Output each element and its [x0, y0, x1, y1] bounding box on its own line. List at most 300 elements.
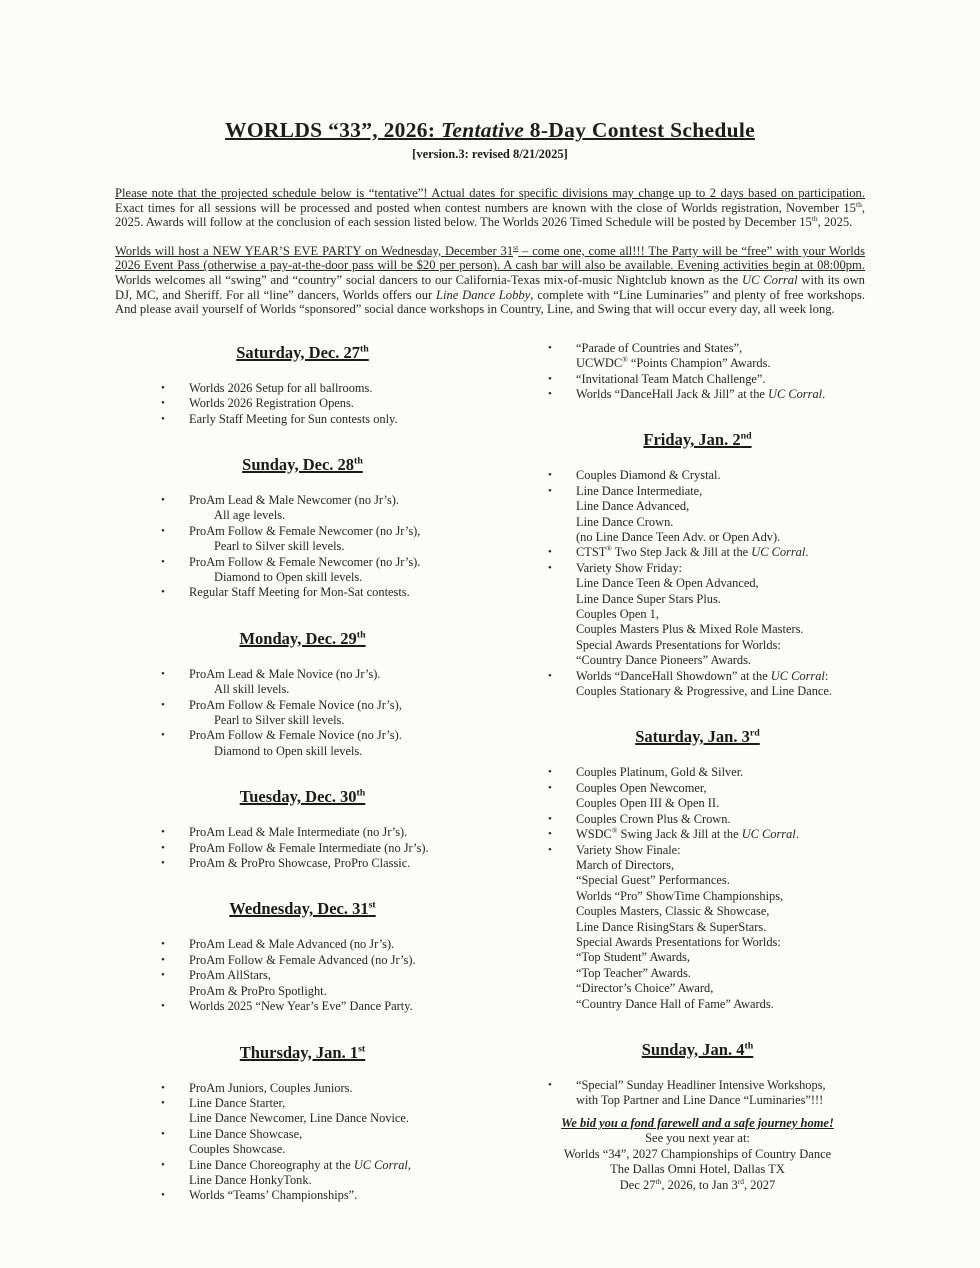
- text-run: .: [805, 545, 809, 560]
- text-run: Please note that the projected schedule below is “tentative”! Actual dates for specific divisions may change up to 2 days based on participation.: [115, 186, 865, 200]
- text-run: UC Corral: [751, 545, 806, 560]
- text-run: UC Corral: [353, 1157, 408, 1172]
- schedule-item: [115, 841, 490, 856]
- day-section: [530, 727, 865, 1012]
- bullet-icon: •: [161, 555, 165, 568]
- farewell-line: We bid you a fond farewell and a safe journey home!: [561, 1115, 834, 1130]
- item-line: [576, 1078, 865, 1093]
- schedule-item: [530, 372, 865, 387]
- text-run: Sunday, Jan. 4: [641, 1039, 745, 1059]
- schedule-item: [530, 341, 865, 372]
- item-lines: [189, 841, 490, 856]
- item-line: [189, 1081, 490, 1096]
- item-line: [189, 1158, 490, 1173]
- item-lines: [189, 1188, 490, 1203]
- item-line: [576, 545, 865, 560]
- text-run: Couples Open Newcomer,: [576, 780, 707, 795]
- text-run: Line Dance Super Stars Plus.: [576, 591, 721, 606]
- text-run: th: [655, 1176, 662, 1186]
- item-line: [576, 576, 865, 591]
- item-line: [576, 812, 865, 827]
- bullet-icon: •: [161, 381, 165, 394]
- text-run: – come one, come all!!! The Party will be “free” with your Worlds 2026 Event Pass (otherwise a pay-at-the-door pass will be $20 per person). A cash bar will also be available. Evening activities begin at 08:00pm.: [115, 243, 866, 273]
- item-line: [576, 387, 865, 402]
- item-line: [576, 935, 865, 950]
- text-run: “Points Champion” Awards.: [627, 356, 771, 371]
- item-line: [576, 765, 865, 780]
- item-line: [189, 493, 490, 508]
- item-line: [189, 585, 490, 600]
- item-lines: [576, 341, 865, 372]
- day-heading: [530, 1040, 865, 1060]
- schedule-columns: [115, 341, 865, 1204]
- text-run: Worlds 2025 “New Year’s Eve” Dance Party.: [189, 999, 413, 1014]
- text-run: UC Corral: [768, 386, 823, 401]
- text-run: All age levels.: [214, 508, 286, 523]
- item-lines: [189, 381, 490, 396]
- text-run: “Top Student” Awards,: [576, 950, 690, 965]
- item-line: [576, 873, 865, 888]
- text-run: Wednesday, Dec. 31: [229, 899, 369, 919]
- text-run: Couples Stationary & Progressive, and Line Dance.: [576, 684, 833, 699]
- text-run: with its own DJ, MC, and Sheriff. For all “line” dancers, Worlds offers our: [115, 272, 865, 302]
- text-run: Pearl to Silver skill levels.: [214, 713, 345, 728]
- bullet-icon: •: [161, 524, 165, 537]
- item-line: [530, 1178, 865, 1194]
- schedule-item: [115, 728, 490, 759]
- day-heading: [115, 787, 490, 807]
- item-line: [189, 1173, 490, 1188]
- item-lines: [576, 468, 865, 483]
- schedule-item: [115, 999, 490, 1014]
- bullet-icon: •: [548, 372, 552, 385]
- bullet-icon: •: [548, 561, 552, 574]
- text-run: ,: [407, 1157, 411, 1172]
- item-line: [189, 508, 490, 523]
- text-run: “Special Guest” Performances.: [576, 873, 730, 888]
- schedule-item: [530, 812, 865, 827]
- text-run: ProAm Follow & Female Newcomer (no Jr’s),: [189, 523, 421, 538]
- text-run: Friday, Jan. 2: [643, 430, 741, 450]
- intro-paragraph-2: [115, 244, 865, 317]
- text-run: Tentative: [440, 118, 525, 142]
- text-run: Saturday, Jan. 3: [635, 727, 750, 747]
- item-line: [576, 1093, 865, 1108]
- day-section: [115, 1043, 490, 1204]
- day-section: [115, 787, 490, 871]
- text-run: st: [368, 899, 376, 911]
- text-run: ProAm Follow & Female Novice (no Jr’s),: [189, 697, 402, 712]
- item-lines: [189, 953, 490, 968]
- text-run: March of Directors,: [576, 857, 675, 872]
- bullet-icon: •: [161, 938, 165, 951]
- day-heading: [530, 727, 865, 747]
- bullet-icon: •: [161, 397, 165, 410]
- item-lines: [576, 372, 865, 387]
- item-lines: [189, 856, 490, 871]
- text-run: th: [744, 1040, 754, 1052]
- item-lines: [576, 781, 865, 812]
- item-line: [576, 530, 865, 545]
- item-line: [576, 592, 865, 607]
- item-lines: [189, 1158, 490, 1189]
- item-line: [576, 966, 865, 981]
- day-section: [115, 629, 490, 759]
- schedule-item: [115, 1081, 490, 1096]
- bullet-icon: •: [161, 586, 165, 599]
- text-run: ProAm Lead & Male Intermediate (no Jr’s).: [189, 825, 408, 840]
- bullet-icon: •: [161, 667, 165, 680]
- text-run: , 2025.: [817, 215, 853, 230]
- item-line: [576, 796, 865, 811]
- day-heading: [115, 899, 490, 919]
- text-run: Worlds 2026 Setup for all ballrooms.: [189, 380, 373, 395]
- text-run: See you next year at:: [645, 1131, 750, 1146]
- item-line: [189, 856, 490, 871]
- text-run: Couples Platinum, Gold & Silver.: [576, 765, 744, 780]
- item-line: [576, 920, 865, 935]
- item-line: [189, 682, 490, 697]
- item-line: [576, 781, 865, 796]
- day-section: [530, 430, 865, 699]
- item-line: [576, 684, 865, 699]
- text-run: 8-Day Contest Schedule: [524, 118, 755, 142]
- text-run: th: [855, 199, 862, 209]
- item-line: [189, 825, 490, 840]
- text-run: UC Corral: [741, 272, 798, 287]
- item-line: [576, 607, 865, 622]
- text-run: Worlds welcomes all “swing” and “country” social dancers to our California-Texas mix-of-music Nightclub known as the: [115, 272, 742, 287]
- text-run: ProAm Lead & Male Novice (no Jr’s).: [189, 666, 381, 681]
- text-run: All skill levels.: [214, 682, 290, 697]
- text-run: Early Staff Meeting for Sun contests only.: [189, 411, 398, 426]
- day-section: [530, 1040, 865, 1109]
- text-run: Line Dance Choreography at the: [189, 1157, 354, 1172]
- text-run: Line Dance Crown.: [576, 514, 674, 529]
- text-run: th: [811, 214, 818, 223]
- item-line: [576, 653, 865, 668]
- schedule-item: [530, 468, 865, 483]
- item-line: [530, 1147, 865, 1163]
- schedule-item: [115, 937, 490, 952]
- item-line: [576, 950, 865, 965]
- item-lines: [189, 1081, 490, 1096]
- text-run: UC Corral: [770, 668, 825, 683]
- item-line: [189, 937, 490, 952]
- text-run: (no Line Dance Teen Adv. or Open Adv).: [576, 530, 781, 544]
- day-section: [115, 899, 490, 1014]
- text-run: Pearl to Silver skill levels.: [214, 539, 345, 554]
- text-run: ProAm Follow & Female Advanced (no Jr’s).: [189, 952, 416, 967]
- text-run: Line Dance Advanced,: [576, 499, 690, 514]
- text-run: Couples Diamond & Crystal.: [576, 468, 721, 483]
- text-run: Monday, Dec. 29: [239, 628, 357, 648]
- schedule-item: [530, 781, 865, 812]
- text-run: ProAm Follow & Female Intermediate (no Jr’s).: [189, 840, 429, 855]
- text-run: Couples Masters Plus & Mixed Role Masters.: [576, 622, 804, 637]
- text-run: “Invitational Team Match Challenge”.: [576, 371, 766, 386]
- item-line: [530, 1131, 865, 1147]
- text-run: WSDC: [576, 827, 612, 842]
- bullet-icon: •: [161, 729, 165, 742]
- day-section: [115, 455, 490, 601]
- text-run: Regular Staff Meeting for Mon-Sat contests.: [189, 585, 410, 600]
- bullet-icon: •: [548, 781, 552, 794]
- item-line: [576, 356, 865, 371]
- text-run: “Parade of Countries and States”,: [576, 340, 743, 355]
- bullet-icon: •: [161, 1189, 165, 1202]
- text-run: Line Dance Intermediate,: [576, 483, 703, 498]
- page-title: [115, 118, 865, 143]
- item-line: [189, 999, 490, 1014]
- item-line: [189, 1096, 490, 1111]
- item-line: [189, 841, 490, 856]
- item-line: [189, 953, 490, 968]
- text-run: .: [795, 827, 799, 842]
- day-section: [530, 341, 865, 403]
- text-run: The Dallas Omni Hotel, Dallas TX: [610, 1162, 785, 1177]
- day-heading: [115, 1043, 490, 1063]
- item-lines: [576, 387, 865, 402]
- item-line: [576, 669, 865, 684]
- text-run: rd: [749, 727, 760, 739]
- text-run: Couples Showcase.: [189, 1142, 286, 1157]
- item-line: [189, 728, 490, 743]
- bullet-icon: •: [161, 826, 165, 839]
- schedule-item: [115, 1127, 490, 1158]
- text-run: with Top Partner and Line Dance “Luminaries”!!!: [576, 1093, 824, 1108]
- text-run: Thursday, Jan. 1: [239, 1042, 359, 1062]
- text-run: Worlds “Teams’ Championships”.: [189, 1188, 358, 1203]
- item-lines: [189, 937, 490, 952]
- item-line: [576, 997, 865, 1012]
- item-lines: [189, 1127, 490, 1158]
- bullet-icon: •: [548, 766, 552, 779]
- item-lines: [189, 493, 490, 524]
- text-run: th: [359, 343, 369, 355]
- bullet-icon: •: [161, 412, 165, 425]
- item-lines: [189, 555, 490, 586]
- schedule-item: [530, 669, 865, 700]
- intro-paragraph-1: [115, 186, 865, 230]
- bullet-icon: •: [161, 857, 165, 870]
- item-line: [189, 984, 490, 999]
- item-lines: [189, 396, 490, 411]
- schedule-item: [115, 953, 490, 968]
- text-run: ProAm Follow & Female Novice (no Jr’s).: [189, 728, 402, 743]
- schedule-item: [530, 843, 865, 1012]
- text-run: “Director’s Choice” Award,: [576, 981, 714, 996]
- text-run: , complete with “Line Luminaries” and plenty of free workshops. And please avail yourself of Worlds “sponsored” social dance workshops in Country, Line, and Swing that will occur every day, all week long.: [115, 287, 866, 317]
- text-run: Worlds 2026 Registration Opens.: [189, 396, 354, 411]
- text-run: Diamond to Open skill levels.: [214, 743, 363, 758]
- bullet-icon: •: [548, 387, 552, 400]
- item-line: [576, 499, 865, 514]
- text-run: Line Dance RisingStars & SuperStars.: [576, 919, 767, 934]
- schedule-item: [115, 1096, 490, 1127]
- bullet-icon: •: [161, 953, 165, 966]
- item-line: [189, 539, 490, 554]
- bullet-icon: •: [161, 1096, 165, 1109]
- bullet-icon: •: [161, 493, 165, 506]
- item-line: [189, 570, 490, 585]
- item-lines: [189, 524, 490, 555]
- item-line: [576, 981, 865, 996]
- schedule-column-left: [115, 341, 490, 1204]
- schedule-item: [115, 667, 490, 698]
- bullet-icon: •: [161, 698, 165, 711]
- text-run: st: [358, 1043, 366, 1054]
- text-run: Special Awards Presentations for Worlds:: [576, 934, 781, 949]
- text-run: Worlds “DanceHall Showdown” at the: [576, 668, 771, 683]
- item-line: [189, 555, 490, 570]
- text-run: CTST: [576, 545, 607, 560]
- item-lines: [189, 667, 490, 698]
- schedule-item: [115, 968, 490, 999]
- text-run: , 2027: [743, 1177, 776, 1192]
- item-lines: [576, 765, 865, 780]
- bullet-icon: •: [161, 1081, 165, 1094]
- text-run: Sunday, Dec. 28: [242, 454, 355, 474]
- text-run: ProAm Lead & Male Newcomer (no Jr’s).: [189, 492, 400, 507]
- text-run: th: [354, 455, 363, 467]
- version-line: [version.3: revised 8/21/2025]: [412, 147, 568, 161]
- bullet-icon: •: [161, 1000, 165, 1013]
- item-line: [530, 1162, 865, 1178]
- bullet-icon: •: [161, 969, 165, 982]
- schedule-item: [530, 1078, 865, 1109]
- schedule-item: [115, 1188, 490, 1203]
- schedule-item: [530, 827, 865, 842]
- schedule-item: [530, 387, 865, 402]
- item-lines: [576, 812, 865, 827]
- item-line: [576, 904, 865, 919]
- text-run: “Special” Sunday Headliner Intensive Workshops,: [576, 1077, 826, 1092]
- text-run: Couples Open III & Open II.: [576, 796, 720, 811]
- text-run: Two Step Jack & Jill at the: [611, 545, 752, 560]
- text-run: :: [824, 668, 829, 683]
- text-run: th: [356, 787, 366, 799]
- schedule-column-right: [530, 341, 865, 1194]
- schedule-item: [530, 545, 865, 560]
- item-line: [189, 667, 490, 682]
- item-line: [576, 468, 865, 483]
- text-run: ProAm & ProPro Spotlight.: [189, 983, 327, 998]
- item-line: [189, 1142, 490, 1157]
- text-run: , 2026, to Jan 3: [661, 1177, 738, 1192]
- text-run: Swing Jack & Jill at the: [617, 827, 742, 842]
- text-run: ®: [622, 355, 628, 365]
- schedule-item: [115, 825, 490, 840]
- schedule-item: [115, 381, 490, 396]
- text-run: “Country Dance Pioneers” Awards.: [576, 653, 752, 668]
- text-run: ®: [611, 825, 618, 835]
- text-run: Saturday, Dec. 27: [236, 342, 360, 362]
- item-line: [576, 561, 865, 576]
- item-line: [189, 1188, 490, 1203]
- text-run: Line Dance Showcase,: [189, 1126, 303, 1141]
- item-line: [189, 524, 490, 539]
- item-lines: [189, 825, 490, 840]
- item-line: [189, 744, 490, 759]
- text-run: Line Dance Newcomer, Line Dance Novice.: [189, 1111, 410, 1126]
- schedule-item: [530, 561, 865, 669]
- text-run: Line Dance Teen & Open Advanced,: [576, 576, 759, 591]
- item-line: [189, 1111, 490, 1126]
- schedule-item: [115, 698, 490, 729]
- bullet-icon: •: [161, 1158, 165, 1171]
- item-lines: [189, 585, 490, 600]
- text-run: Worlds “Pro” ShowTime Championships,: [576, 888, 784, 903]
- text-run: “Top Teacher” Awards.: [576, 965, 691, 980]
- text-run: ProAm Follow & Female Newcomer (no Jr’s).: [189, 554, 421, 569]
- text-run: ProAm & ProPro Showcase, ProPro Classic.: [189, 856, 411, 871]
- item-lines: [189, 698, 490, 729]
- schedule-item: [530, 765, 865, 780]
- text-run: Tuesday, Dec. 30: [239, 787, 357, 807]
- text-run: Line Dance HonkyTonk.: [189, 1172, 312, 1187]
- schedule-item: [115, 524, 490, 555]
- item-line: [576, 372, 865, 387]
- bullet-icon: •: [161, 841, 165, 854]
- text-run: st: [513, 242, 519, 252]
- item-lines: [576, 545, 865, 560]
- bullet-icon: •: [548, 828, 552, 841]
- text-run: WORLDS “33”, 2026:: [225, 118, 441, 142]
- text-run: Diamond to Open skill levels.: [214, 570, 363, 584]
- text-run: rd: [737, 1176, 744, 1186]
- bullet-icon: •: [548, 812, 552, 825]
- text-run: “Country Dance Hall of Fame” Awards.: [576, 996, 774, 1011]
- text-run: UC Corral: [741, 827, 796, 842]
- text-run: , 2025. Awards will follow at the conclusion of each session listed below. The Worlds 2026 Timed Schedule will be posted by December 15: [115, 200, 865, 230]
- item-line: [576, 889, 865, 904]
- item-line: [576, 858, 865, 873]
- text-run: Dec 27: [619, 1177, 656, 1192]
- text-run: Worlds “34”, 2027 Championships of Country Dance: [563, 1146, 832, 1161]
- bullet-icon: •: [548, 484, 552, 497]
- text-run: Couples Open 1,: [576, 607, 659, 622]
- text-run: Exact times for all sessions will be processed and posted when contest numbers are known with the close of Worlds registration, November 15: [115, 200, 856, 215]
- schedule-item: [115, 412, 490, 427]
- item-lines: [576, 1078, 865, 1109]
- bullet-icon: •: [161, 1127, 165, 1140]
- text-run: nd: [740, 430, 752, 442]
- bullet-icon: •: [548, 1078, 552, 1091]
- item-line: [576, 341, 865, 356]
- item-lines: [576, 561, 865, 669]
- text-run: ProAm Lead & Male Advanced (no Jr’s).: [189, 937, 395, 952]
- item-lines: [576, 827, 865, 842]
- text-run: Worlds will host a NEW YEAR’S EVE PARTY on Wednesday, December 31: [115, 243, 514, 258]
- text-run: th: [356, 629, 366, 641]
- item-lines: [576, 484, 865, 546]
- item-line: [189, 698, 490, 713]
- text-run: Special Awards Presentations for Worlds:: [576, 637, 781, 652]
- text-run: ProAm AllStars,: [189, 968, 271, 983]
- bullet-icon: •: [548, 669, 552, 682]
- text-run: ProAm Juniors, Couples Juniors.: [189, 1080, 353, 1095]
- schedule-item: [115, 396, 490, 411]
- bullet-icon: •: [548, 341, 552, 354]
- text-run: .: [822, 386, 826, 401]
- item-lines: [189, 968, 490, 999]
- text-run: Couples Masters, Classic & Showcase,: [576, 904, 770, 919]
- item-lines: [189, 412, 490, 427]
- day-section: [115, 343, 490, 427]
- item-line: [189, 1127, 490, 1142]
- item-lines: [189, 999, 490, 1014]
